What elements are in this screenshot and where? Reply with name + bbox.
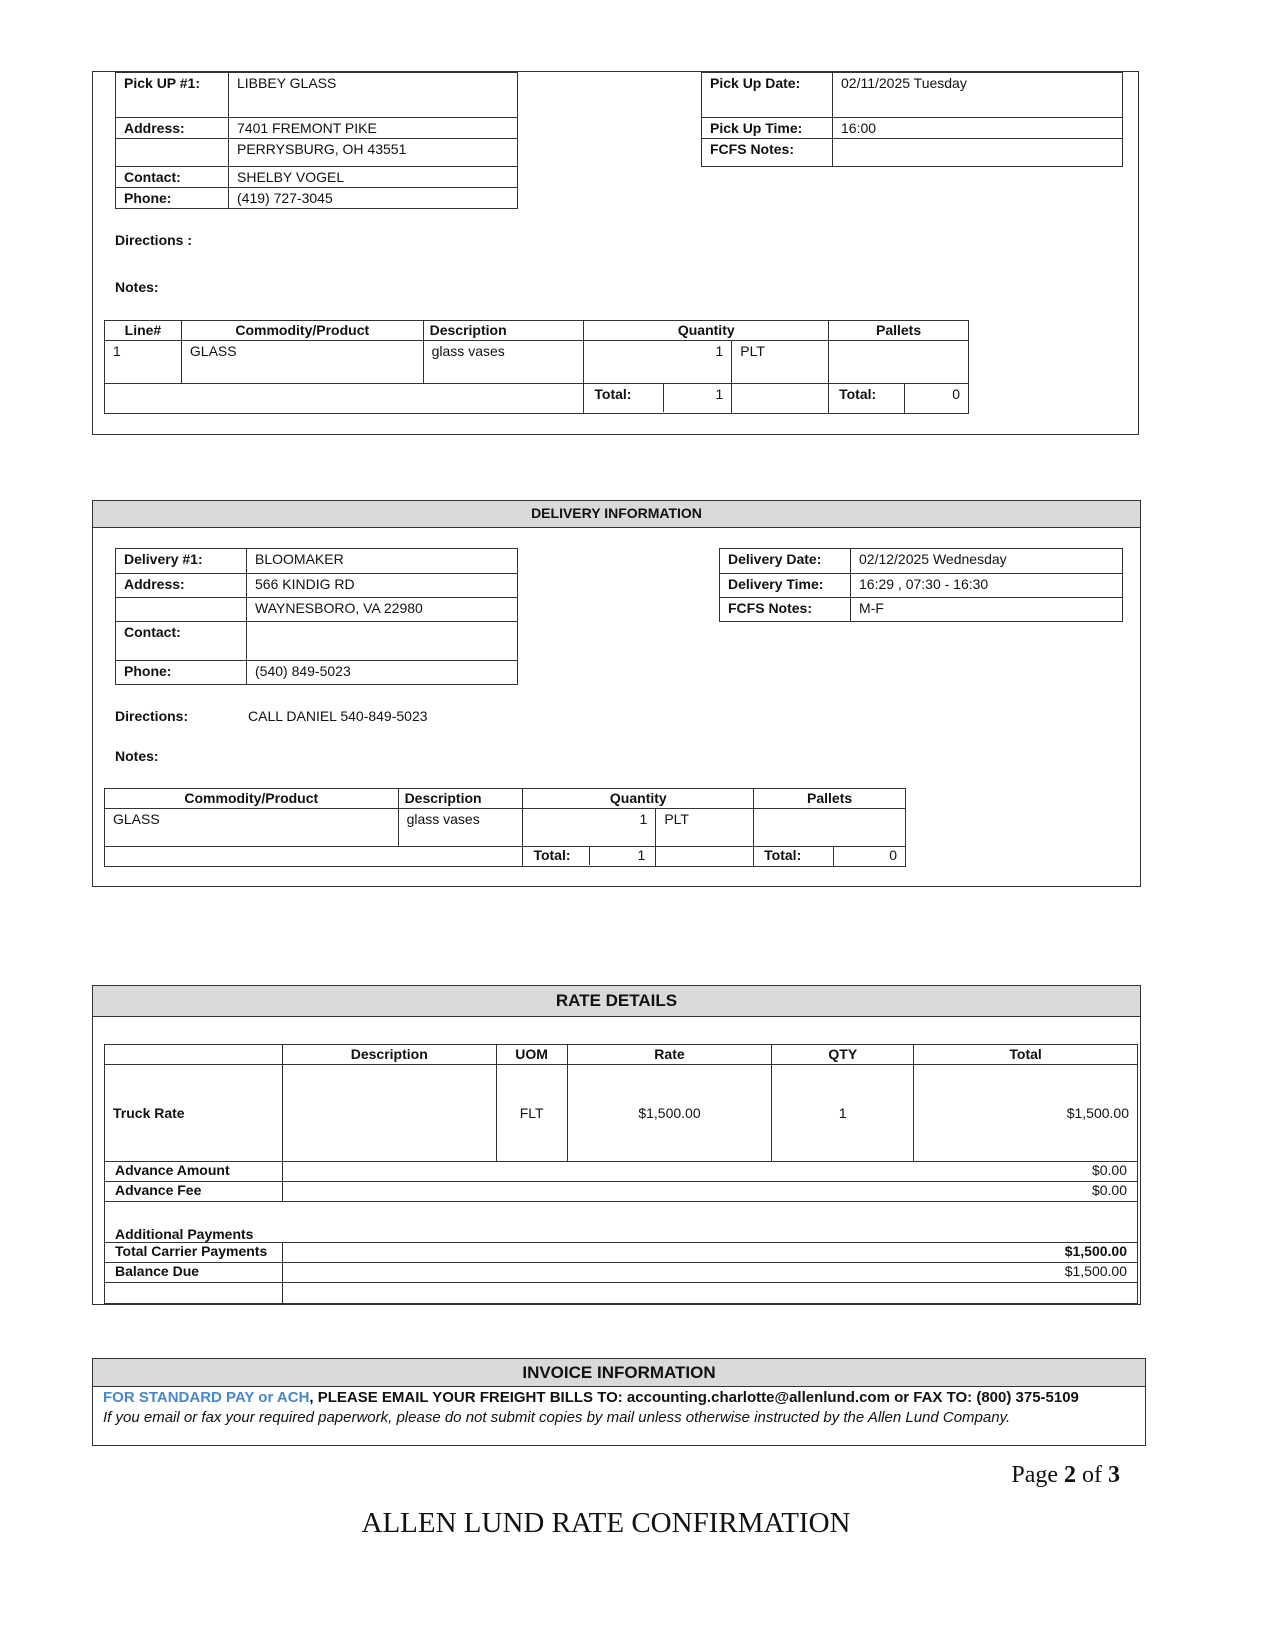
delivery-commodity-table <box>104 788 906 867</box>
delivery-section <box>92 500 1141 887</box>
col-pallets: Pallets <box>829 321 969 341</box>
pickup-date-value: 02/11/2025 Tuesday <box>833 73 1123 118</box>
cell-qty: 1 <box>523 809 656 847</box>
truck-rate-label: Truck Rate <box>105 1065 283 1162</box>
address-label: Address: <box>116 118 229 139</box>
cell-description: glass vases <box>398 809 523 847</box>
contact-value <box>247 622 518 661</box>
contact-value: SHELBY VOGEL <box>229 167 518 188</box>
total-carrier-value: $1,500.00 <box>282 1243 1137 1263</box>
directions-label: Directions : <box>115 232 193 248</box>
delivery-date-table <box>719 548 1123 622</box>
balance-due-value: $1,500.00 <box>282 1263 1137 1283</box>
address-line1: 7401 FREMONT PIKE <box>229 118 518 139</box>
phone-value: (540) 849-5023 <box>247 661 518 685</box>
col-qty: QTY <box>772 1045 914 1065</box>
pickup-label: Pick UP #1: <box>116 73 229 118</box>
col-description: Description <box>398 789 523 809</box>
cell-qty: 1 <box>584 341 732 384</box>
notes-label: Notes: <box>115 279 159 295</box>
cell-pallets <box>829 341 969 384</box>
standard-pay-text: FOR STANDARD PAY or ACH <box>103 1389 310 1406</box>
col-pallets: Pallets <box>754 789 906 809</box>
col-commodity: Commodity/Product <box>105 789 399 809</box>
address-label: Address: <box>116 574 247 598</box>
pallets-total-value: 0 <box>905 384 969 414</box>
invoice-title: INVOICE INFORMATION <box>93 1359 1145 1387</box>
truck-total: $1,500.00 <box>914 1065 1138 1162</box>
delivery-time-label: Delivery Time: <box>720 574 851 598</box>
pallets-total-label: Total: <box>829 384 905 414</box>
truck-rate: $1,500.00 <box>567 1065 772 1162</box>
qty-total-label: Total: <box>584 384 664 412</box>
pickup-time-label: Pick Up Time: <box>702 118 833 139</box>
document-title: ALLEN LUND RATE CONFIRMATION <box>361 1507 851 1539</box>
address-line2: WAYNESBORO, VA 22980 <box>247 598 518 622</box>
pickup-name: LIBBEY GLASS <box>229 73 518 118</box>
pickup-date-label: Pick Up Date: <box>702 73 833 118</box>
col-description: Description <box>423 321 584 341</box>
pickup-time-value: 16:00 <box>833 118 1123 139</box>
contact-label: Contact: <box>116 167 229 188</box>
fcfs-value <box>833 139 1123 167</box>
page-number: Page 2 of 3 <box>1011 1462 1120 1488</box>
rate-table <box>104 1044 1138 1304</box>
delivery-time-value: 16:29 , 07:30 - 16:30 <box>851 574 1123 598</box>
phone-label: Phone: <box>116 661 247 685</box>
rate-section <box>92 985 1141 1305</box>
advance-amount-label: Advance Amount <box>105 1162 283 1182</box>
email-instructions: , PLEASE EMAIL YOUR FREIGHT BILLS TO: accounting.charlotte@allenlund.com or FAX TO: (800) 375-5109 <box>309 1389 1079 1406</box>
cell-line: 1 <box>105 341 182 384</box>
col-rate: Rate <box>567 1045 772 1065</box>
col-uom: UOM <box>496 1045 567 1065</box>
balance-due-label: Balance Due <box>105 1263 283 1283</box>
pallets-total-label: Total: <box>754 847 834 867</box>
cell-description: glass vases <box>423 341 584 384</box>
delivery-date-value: 02/12/2025 Wednesday <box>851 549 1123 574</box>
cell-commodity: GLASS <box>181 341 423 384</box>
cell-uom: PLT <box>732 341 829 384</box>
phone-label: Phone: <box>116 188 229 209</box>
pickup-commodity-table <box>104 320 969 414</box>
address-line1: 566 KINDIG RD <box>247 574 518 598</box>
qty-total-value: 1 <box>637 847 646 863</box>
delivery-date-label: Delivery Date: <box>720 549 851 574</box>
total-carrier-label: Total Carrier Payments <box>105 1243 283 1263</box>
pallets-total-value: 0 <box>834 847 906 867</box>
directions-label: Directions: <box>115 708 189 724</box>
additional-payments-label: Additional Payments <box>105 1202 1138 1243</box>
pickup-section <box>92 71 1139 435</box>
contact-label: Contact: <box>116 622 247 661</box>
delivery-name: BLOOMAKER <box>247 549 518 574</box>
invoice-email-line <box>93 1387 1145 1409</box>
qty-total-label: Total: <box>523 847 590 865</box>
advance-fee-value: $0.00 <box>282 1182 1137 1202</box>
fcfs-label: FCFS Notes: <box>720 598 851 622</box>
cell-pallets <box>754 809 906 847</box>
col-commodity: Commodity/Product <box>181 321 423 341</box>
directions-value: CALL DANIEL 540-849-5023 <box>248 708 428 724</box>
col-description: Description <box>282 1045 496 1065</box>
truck-uom: FLT <box>496 1065 567 1162</box>
invoice-mail-note: If you email or fax your required paperwork, please do not submit copies by mail unless otherwise instructed by the Allen Lund Company. <box>103 1409 1011 1426</box>
advance-amount-value: $0.00 <box>282 1162 1137 1182</box>
rate-title: RATE DETAILS <box>93 986 1140 1017</box>
advance-fee-label: Advance Fee <box>105 1182 283 1202</box>
col-quantity: Quantity <box>584 321 829 341</box>
fcfs-value: M-F <box>851 598 1123 622</box>
delivery-address-table <box>115 548 518 685</box>
pickup-address-table <box>115 72 518 209</box>
phone-value: (419) 727-3045 <box>229 188 518 209</box>
address-line2: PERRYSBURG, OH 43551 <box>229 139 518 167</box>
truck-qty: 1 <box>772 1065 914 1162</box>
qty-total-value: 1 <box>715 386 724 402</box>
delivery-title: DELIVERY INFORMATION <box>93 501 1140 528</box>
notes-label: Notes: <box>115 748 159 764</box>
fcfs-label: FCFS Notes: <box>702 139 833 167</box>
cell-commodity: GLASS <box>105 809 399 847</box>
truck-description <box>282 1065 496 1162</box>
invoice-section <box>92 1358 1146 1446</box>
col-total: Total <box>914 1045 1138 1065</box>
col-quantity: Quantity <box>523 789 754 809</box>
cell-uom: PLT <box>656 809 754 847</box>
pickup-date-table <box>701 72 1123 167</box>
delivery-label: Delivery #1: <box>116 549 247 574</box>
col-line: Line# <box>105 321 182 341</box>
